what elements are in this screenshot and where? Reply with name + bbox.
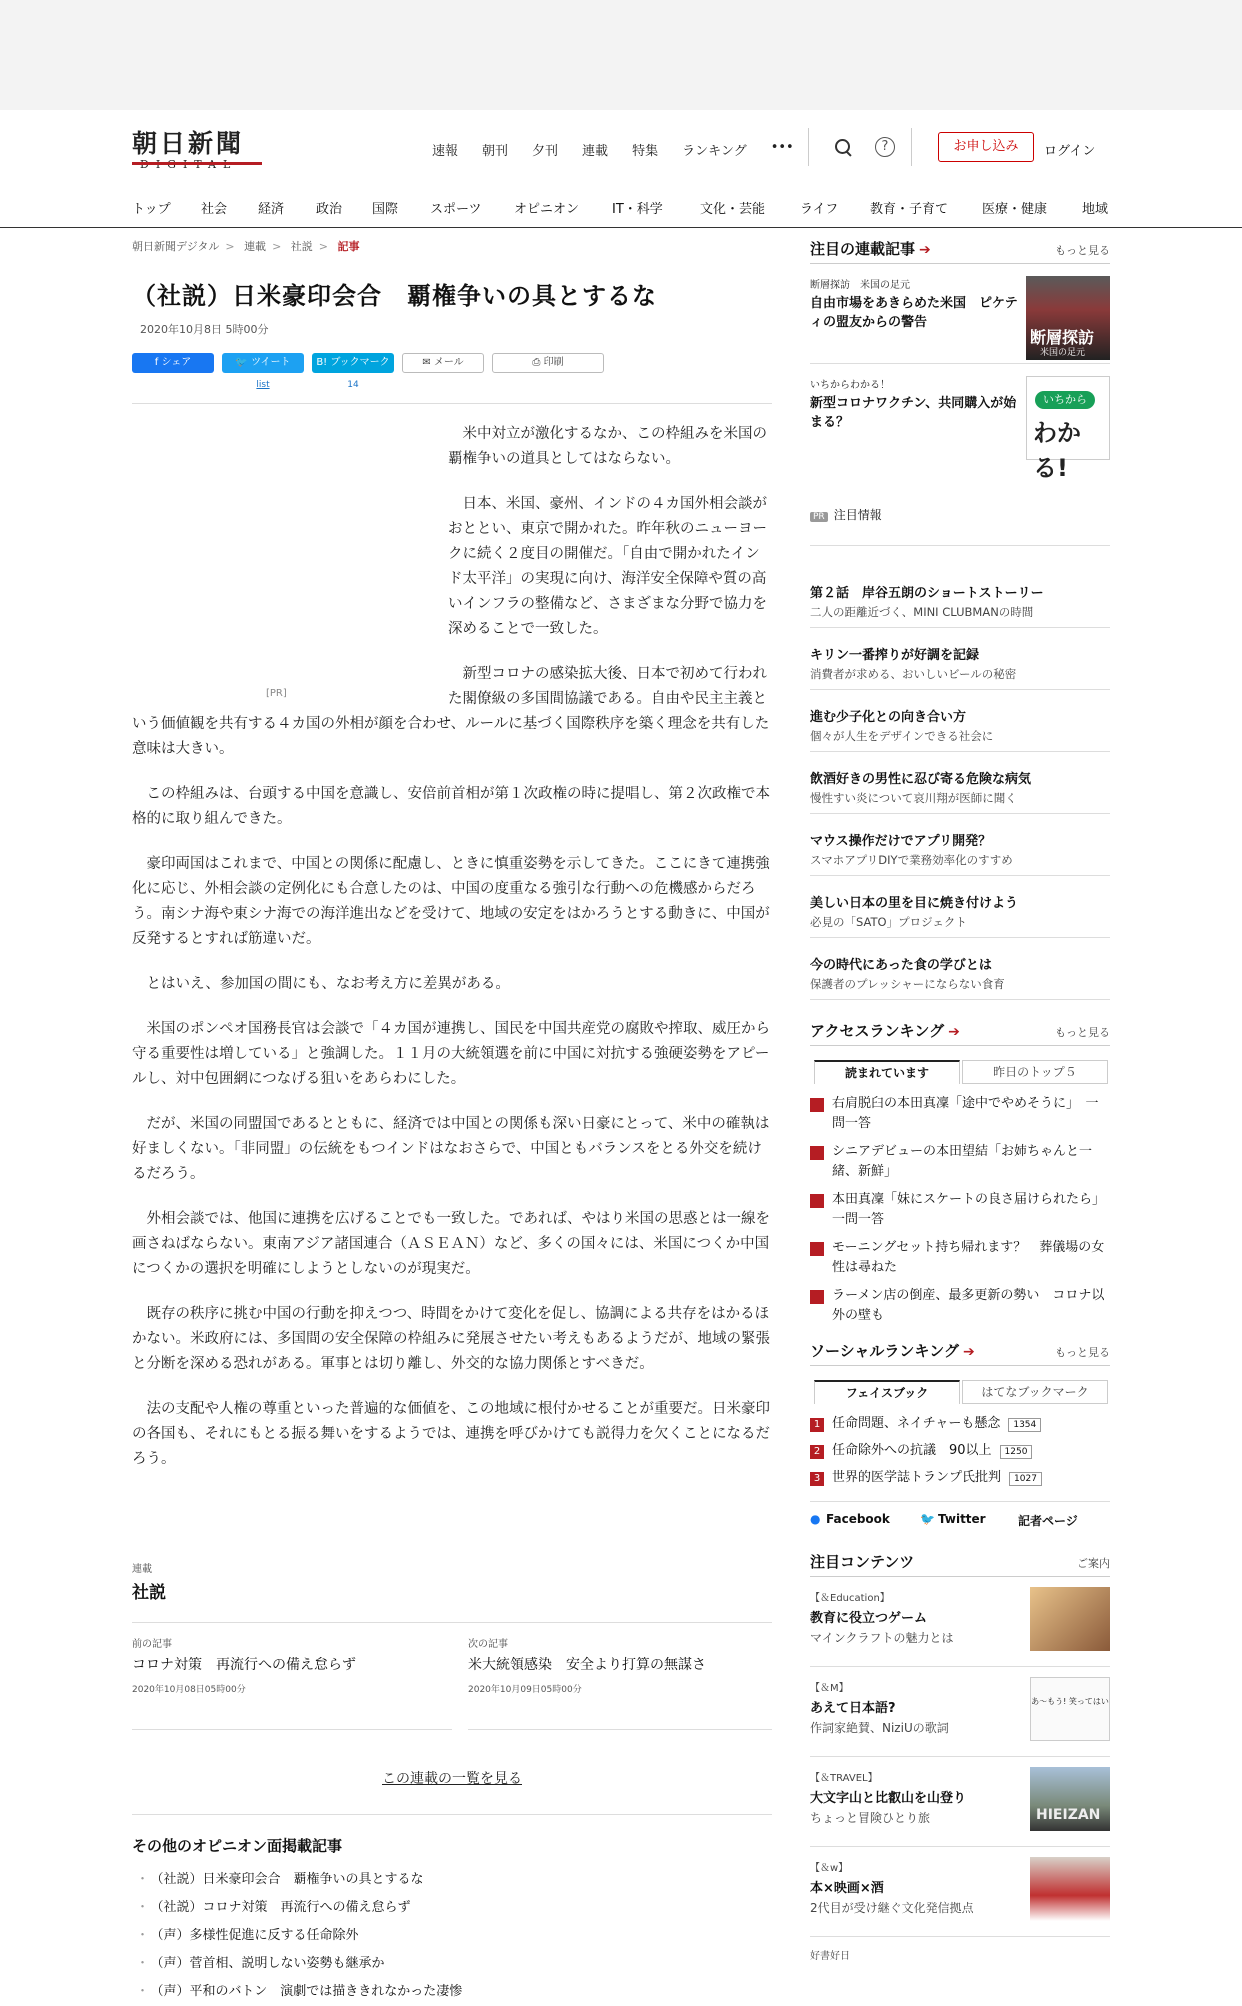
print-button[interactable]: ⎙ 印刷 xyxy=(492,353,604,373)
facebook-follow-link[interactable]: Facebook xyxy=(826,1512,890,1526)
featured-contents-header: 注目コンテンツ ご案内 xyxy=(810,1551,1110,1577)
pr-item[interactable]: 飲酒好きの男性に忍び寄る危険な病気 慢性すい炎について哀川翔が医師に聞く xyxy=(810,752,1110,814)
tab-hatena[interactable]: はてなブックマーク xyxy=(962,1380,1108,1404)
breadcrumb-item[interactable]: 朝日新聞デジタル xyxy=(132,240,220,253)
ranking-item[interactable]: シニアデビューの本田望結「お姉ちゃんと一緒、新鮮」 xyxy=(810,1142,1110,1190)
series-name[interactable]: 社説 xyxy=(132,1583,166,1603)
article-paragraph: 米国のポンペオ国務長官は会談で「４カ国が連携し、国民を中国共産党の腐敗や搾取、威圧から守る重要性は増している」と強調した。１１月の大統領選を前に中国に対抗する強硬姿勢をアピールし、対中包囲網につなげる狙いをあらわにした。 xyxy=(132,1021,770,1087)
category-nav xyxy=(0,186,1242,228)
reporter-page-link[interactable]: 記者ページ xyxy=(1018,1514,1078,1528)
pr-item[interactable]: 第２話 岸谷五朗のショートストーリー 二人の距離近づく、MINI CLUBMANの時間 xyxy=(810,566,1110,628)
content-item[interactable]: 【＆TRAVEL】 大文字山と比叡山を山登り ちょっと冒険ひとり旅 HIEIZAN xyxy=(810,1757,1110,1847)
access-ranking-tabs xyxy=(810,1060,1110,1086)
category-item[interactable]: 政治 xyxy=(316,202,343,217)
breadcrumb-item[interactable]: 社説 xyxy=(290,240,313,253)
site-header xyxy=(0,110,1242,186)
article-paragraph: この枠組みは、台頭する中国を意識し、安倍前首相が第１次政権の時に提唱し、第２次政権で本格的に取り組んできた。 xyxy=(132,786,770,827)
top-nav-item[interactable]: 特集 xyxy=(632,144,659,159)
content-item[interactable]: 【＆Education】 教育に役立つゲーム マインクラフトの魅力とは xyxy=(810,1577,1110,1667)
mail-button[interactable]: ✉ メール xyxy=(402,353,484,373)
subscribe-button[interactable]: お申し込み xyxy=(938,132,1034,162)
prev-next-nav xyxy=(132,1622,772,1732)
tweet-button[interactable]: 🐦 ツイート list xyxy=(222,353,304,373)
category-item[interactable]: トップ xyxy=(132,202,171,217)
top-nav-item[interactable]: 朝刊 xyxy=(482,144,509,159)
top-nav-item[interactable]: 速報 xyxy=(432,144,459,159)
twitter-icon: 🐦 xyxy=(920,1512,935,1526)
featured-thumbnail: いちから わかる! xyxy=(1026,376,1110,460)
pr-item[interactable]: キリン一番搾りが好調を記録 消費者が求める、おいしいビールの秘密 xyxy=(810,628,1110,690)
facebook-icon: ● xyxy=(810,1512,821,1526)
pr-header: PR 注目情報 xyxy=(810,506,1110,546)
ranking-item[interactable]: 本田真凜「妹にスケートの良さ届けられたら」 一問一答 xyxy=(810,1190,1110,1238)
arrow-right-icon: ➔ xyxy=(962,1344,975,1360)
category-item[interactable]: ライフ xyxy=(800,202,839,217)
hatena-bookmark-icon: B! xyxy=(316,357,331,368)
top-nav-item[interactable]: 連載 xyxy=(582,144,609,159)
share-count-badge: 1354 xyxy=(1008,1418,1041,1432)
tab-yesterday-top5[interactable]: 昨日のトップ５ xyxy=(962,1060,1108,1084)
article-paragraph: 法の支配や人権の尊重といった普遍的な価値を、この地域に根付かせることが重要だ。日米豪印の各国も、それにもとる振る舞いをするようでは、連携を呼びかけても説得力を欠くことになるだろう。 xyxy=(132,1401,770,1467)
featured-item[interactable]: 断層探訪 米国の足元 自由市場をあきらめた米国 ピケティの盟友からの警告 断層探訪 米国の足元 xyxy=(810,264,1110,364)
series-label: 連載 xyxy=(132,1564,152,1575)
top-nav xyxy=(432,140,818,159)
social-ranking-more-link[interactable]: もっと見る xyxy=(1055,1346,1110,1359)
article-paragraph: 米中対立が激化するなか、この枠組みを米国の覇権争いの道具としてはならない。 xyxy=(448,426,767,467)
facebook-share-button[interactable]: f シェア xyxy=(132,353,214,373)
pr-tag: PR xyxy=(810,512,828,522)
share-count-badge: 1027 xyxy=(1009,1472,1042,1486)
content-label: 好書好日 xyxy=(810,1951,850,1962)
article-paragraph: 日本、米国、豪州、インドの４カ国外相会談がおととい、東京で開かれた。昨年秋のニューヨークに続く２度目の開催だ。「自由で開かれたインド太平洋」の実現に向け、海洋安全保障や質の高いインフラの整備など、さまざまな分野で協力を深めることで一致した。 xyxy=(448,496,767,637)
ranking-item[interactable]: 1 任命問題、ネイチャーも懸念 1354 xyxy=(810,1414,1110,1441)
prev-article-link[interactable]: 前の記事 コロナ対策 再流行への備え怠らず 2020年10月08日05時00分 xyxy=(132,1639,356,1695)
top-nav-item[interactable]: ランキング xyxy=(682,144,747,159)
ranking-item[interactable]: 右肩脱臼の本田真凜「途中でやめそうに」 一問一答 xyxy=(810,1094,1110,1142)
article-title: （社説）日米豪印会合 覇権争いの具とするな xyxy=(132,282,657,310)
main-column xyxy=(132,238,772,1492)
article-ad[interactable] xyxy=(132,422,432,712)
follow-links xyxy=(810,1501,1110,1535)
category-item[interactable]: スポーツ xyxy=(430,202,482,217)
sidebar xyxy=(810,238,1110,1962)
site-logo[interactable]: 朝日新聞 xyxy=(132,124,262,168)
arrow-right-icon: ➔ xyxy=(919,242,931,258)
contents-guide-link[interactable]: ご案内 xyxy=(1077,1557,1110,1570)
content-thumbnail xyxy=(1030,1857,1110,1921)
ranking-item[interactable]: 2 任命除外への抗議 90以上 1250 xyxy=(810,1441,1110,1468)
featured-thumbnail: 断層探訪 米国の足元 xyxy=(1026,276,1110,360)
other-opinion-item[interactable]: ・ （社説）日米豪印会合 覇権争いの具とするな xyxy=(136,1866,772,1894)
content-thumbnail xyxy=(1030,1587,1110,1651)
article-paragraph: 既存の秩序に挑む中国の行動を抑えつつ、時間をかけて変化を促し、協調による共存をはかるほかない。米政府には、多国間の安全保障の枠組みに発展させたい考えもあるようだが、地域の緊張と分断を深める恐れがある。軍事とは切り離し、外交的な協力関係とすべきだ。 xyxy=(132,1306,770,1372)
featured-more-link[interactable]: もっと見る xyxy=(1055,244,1110,257)
category-item[interactable]: 社会 xyxy=(201,202,228,217)
other-opinion-section xyxy=(132,1814,772,2006)
other-opinion-item[interactable]: ・ （声）平和のバトン 演劇では描ききれなかった凄惨 xyxy=(136,1978,772,2006)
category-item[interactable]: 文化・芸能 xyxy=(700,202,766,217)
category-item[interactable]: 医療・健康 xyxy=(982,202,1048,217)
access-ranking-more-link[interactable]: もっと見る xyxy=(1055,1026,1110,1039)
tab-facebook[interactable]: フェイスブック xyxy=(814,1380,960,1404)
search-icon[interactable] xyxy=(833,137,853,157)
pr-item[interactable]: マウス操作だけでアプリ開発？ スマホアプリDIYで業務効率化のすすめ xyxy=(810,814,1110,876)
breadcrumb-current: 記事 xyxy=(337,240,360,253)
category-item[interactable]: 経済 xyxy=(258,202,285,217)
facebook-icon: f xyxy=(154,357,162,368)
arrow-right-icon: ➔ xyxy=(948,1024,960,1040)
article-paragraph: とはいえ、参加国の間にも、なお考え方に差異がある。 xyxy=(146,976,510,992)
category-item[interactable]: 国際 xyxy=(372,202,399,217)
category-item[interactable]: IT・科学 xyxy=(612,202,663,217)
pr-item[interactable]: 進む少子化との向き合い方 個々が人生をデザインできる社会に xyxy=(810,690,1110,752)
other-opinion-title: その他のオピニオン面掲載記事 xyxy=(132,1837,343,1855)
tab-most-read[interactable]: 読まれています xyxy=(814,1060,960,1084)
top-ad-banner xyxy=(0,0,1242,110)
article-paragraph: 豪印両国はこれまで、中国との関係に配慮し、ときに慎重姿勢を示してきた。ここにきて連携強化に応じ、外相会談の定例化にも合意したのは、中国の度重なる強引な行動への危機感からだろう。南シナ海や東シナ海での海洋進出などを受けて、地域の安定をはかろうとする動きに、中国が反発するとすれば筋違いだ。 xyxy=(132,856,770,947)
bookmark-button[interactable]: B! ブックマーク 14 xyxy=(312,353,394,373)
pr-item[interactable]: 今の時代にあった食の学びとは 保護者のプレッシャーにならない食育 xyxy=(810,938,1110,1000)
featured-item[interactable]: いちからわかる！ 新型コロナワクチン、共同購入が始まる？ いちから わかる! xyxy=(810,364,1110,464)
login-link[interactable]: ログイン xyxy=(1044,144,1096,159)
ranking-item[interactable]: モーニングセット持ち帰れます？ 葬儀場の女性は尋ねた xyxy=(810,1238,1110,1286)
social-ranking-tabs xyxy=(810,1380,1110,1406)
article-body xyxy=(132,403,772,1472)
twitter-follow-link[interactable]: Twitter xyxy=(938,1512,986,1526)
featured-series-header: 注目の連載記事 ➔ もっと見る xyxy=(810,238,1110,264)
ad-label: [PR] xyxy=(266,688,287,699)
article-paragraph: 外相会談では、他国に連携を広げることでも一致した。であれば、やはり米国の思惑とは一線を画さねばならない。東南アジア諸国連合（ＡＳＥＡＮ）など、多くの国々には、米国につくか中国につくかの選択を明確にしようとしないのが現実だ。 xyxy=(132,1211,770,1277)
other-opinion-item[interactable]: ・ （声）菅首相、説明しない姿勢も継承か xyxy=(136,1950,772,1978)
ranking-item[interactable]: ラーメン店の倒産、最多更新の勢い コロナ以外の壁も xyxy=(810,1286,1110,1334)
pr-item[interactable]: 美しい日本の里を目に焼き付けよう 必見の「SATO」プロジェクト xyxy=(810,876,1110,938)
content-thumbnail: あ～もう! 笑ってはい xyxy=(1030,1677,1110,1741)
other-opinion-item[interactable]: ・ （声）多様性促進に反する任命除外 xyxy=(136,1922,772,1950)
article-paragraph: 新型コロナの感染拡大後、日本で初めて行われた閣僚級の多国間協議である。自由や民主主義という価値観を共有する４カ国の外相が顔を合わせ、ルールに基づく国際秩序を築く理念を共有した意味は大きい。 xyxy=(132,666,770,757)
social-ranking-list xyxy=(810,1414,1110,1495)
article-date: 2020年10月8日 5時00分 xyxy=(140,323,269,336)
bookmark-count: 14 xyxy=(347,380,359,390)
social-ranking-header: ソーシャルランキング ➔ もっと見る xyxy=(810,1340,1110,1366)
more-menu-icon[interactable]: ••• xyxy=(770,140,794,155)
top-nav-item[interactable]: 夕刊 xyxy=(532,144,559,159)
ranking-item[interactable]: 3 世界的医学誌トランプ氏批判 1027 xyxy=(810,1468,1110,1495)
content-thumbnail: HIEIZAN xyxy=(1030,1767,1110,1831)
other-opinion-item[interactable]: ・ （社説）コロナ対策 再流行への備え怠らず xyxy=(136,1894,772,1922)
share-count-badge: 1250 xyxy=(1000,1445,1033,1459)
series-list-link[interactable]: この連載の一覧を見る xyxy=(382,1771,522,1787)
print-icon: ⎙ xyxy=(532,357,544,368)
breadcrumb: 朝日新聞デジタル > 連載 > 社説 > 記事 xyxy=(132,240,360,253)
content-item[interactable]: 【＆w】 本×映画×酒 2代目が受け継ぐ文化発信拠点 xyxy=(810,1847,1110,1937)
twitter-icon: 🐦 xyxy=(235,357,252,368)
category-item[interactable]: 教育・子育て xyxy=(870,202,949,217)
next-article-link[interactable]: 次の記事 米大統領感染 安全より打算の無謀さ 2020年10月09日05時00分 xyxy=(468,1639,706,1695)
category-item[interactable]: 地域 xyxy=(1082,202,1109,217)
content-item[interactable]: 【＆M】 あえて日本語? 作詞家絶賛、NiziUの歌詞 あ～もう! 笑ってはい xyxy=(810,1667,1110,1757)
access-ranking-header: アクセスランキング ➔ もっと見る xyxy=(810,1020,1110,1046)
share-bar xyxy=(132,353,772,390)
mail-icon: ✉ xyxy=(422,357,434,368)
category-item[interactable]: オピニオン xyxy=(514,202,580,217)
breadcrumb-item[interactable]: 連載 xyxy=(244,240,267,253)
access-ranking-list xyxy=(810,1094,1110,1334)
help-icon[interactable]: ? xyxy=(875,137,895,157)
article-paragraph: だが、米国の同盟国であるとともに、経済では中国との関係も深い日豪にとって、米中の確執は好ましくない。「非同盟」の伝統をもつインドはなおさらで、中国ともバランスをとる外交を続けるだろう。 xyxy=(132,1116,770,1182)
tweet-count-link[interactable]: list xyxy=(256,380,270,390)
